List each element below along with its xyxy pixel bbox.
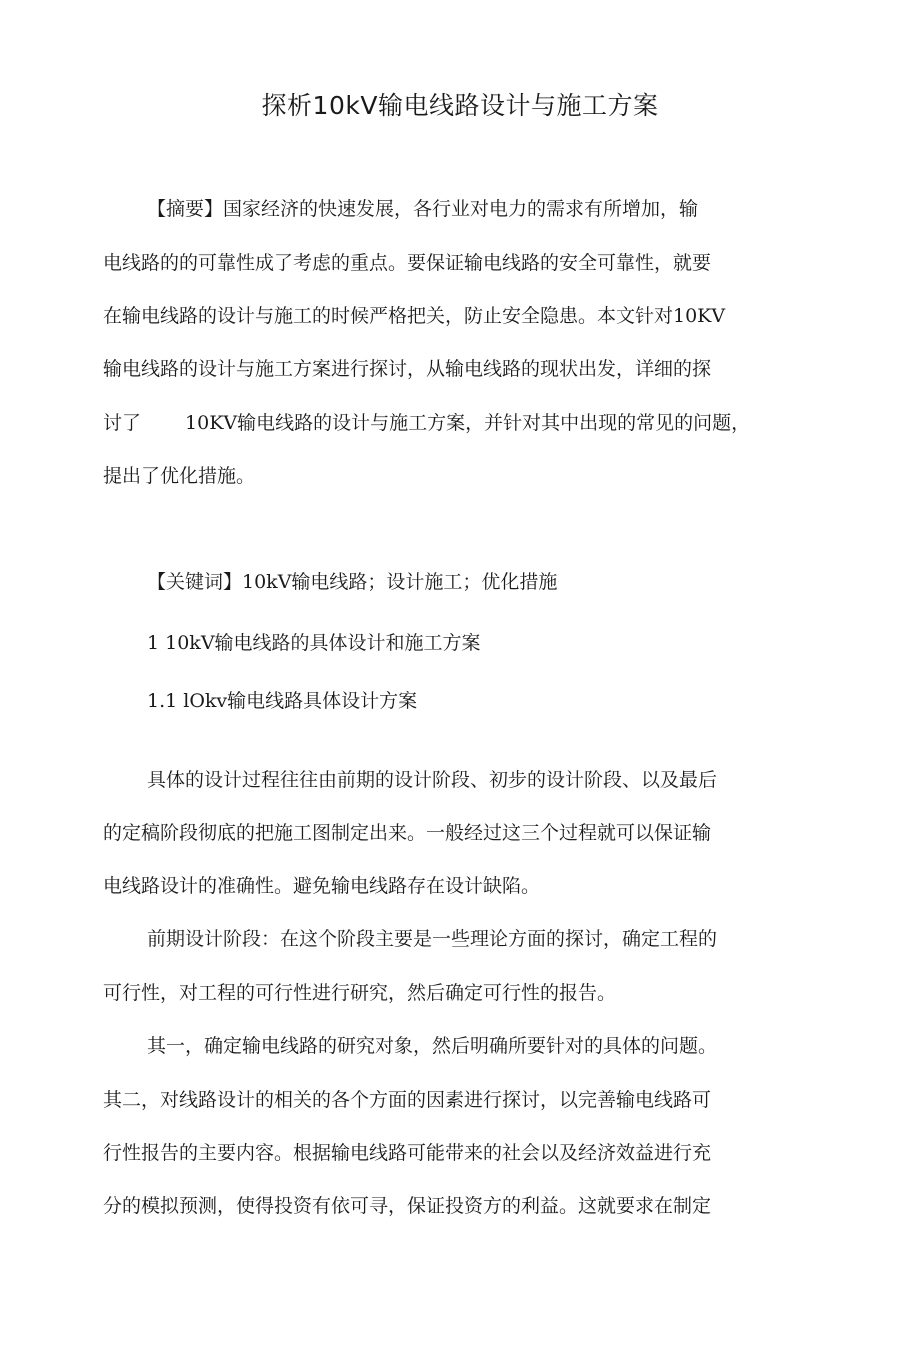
abstract-line: 电线路的的可靠性成了考虑的重点。要保证输电线路的安全可靠性，就要 bbox=[103, 252, 712, 274]
subsection-heading: 1.1 lOkv输电线路具体设计方案 bbox=[147, 690, 418, 712]
body-line: 电线路设计的准确性。避免输电线路存在设计缺陷。 bbox=[103, 875, 541, 897]
abstract-line: 在输电线路的设计与施工的时候严格把关，防止安全隐患。本文针对10KV bbox=[103, 305, 726, 327]
abstract-line bbox=[103, 410, 750, 436]
section-heading: 1 10kV输电线路的具体设计和施工方案 bbox=[147, 632, 481, 654]
abstract-line-part: 讨了 bbox=[103, 412, 142, 434]
body-line: 其一，确定输电线路的研究对象，然后明确所要针对的具体的问题。 bbox=[147, 1035, 718, 1057]
body-line: 分的模拟预测，使得投资有依可寻，保证投资方的利益。这就要求在制定 bbox=[103, 1195, 712, 1217]
abstract-line: 提出了优化措施。 bbox=[103, 465, 256, 487]
keywords: 【关键词】10kV输电线路；设计施工；优化措施 bbox=[147, 571, 558, 593]
abstract-line: 【摘要】国家经济的快速发展，各行业对电力的需求有所增加，输 bbox=[147, 198, 699, 220]
document-title: 探析10kV输电线路设计与施工方案 bbox=[261, 91, 659, 120]
body-line: 可行性，对工程的可行性进行研究，然后确定可行性的报告。 bbox=[103, 982, 617, 1004]
body-line: 其二，对线路设计的相关的各个方面的因素进行探讨，以完善输电线路可 bbox=[103, 1089, 712, 1111]
body-line: 前期设计阶段：在这个阶段主要是一些理论方面的探讨，确定工程的 bbox=[147, 928, 718, 950]
abstract-line: 输电线路的设计与施工方案进行探讨，从输电线路的现状出发，详细的探 bbox=[103, 358, 712, 380]
body-line: 具体的设计过程往往由前期的设计阶段、初步的设计阶段、以及最后 bbox=[147, 769, 718, 791]
body-line: 行性报告的主要内容。根据输电线路可能带来的社会以及经济效益进行充 bbox=[103, 1142, 712, 1164]
body-line: 的定稿阶段彻底的把施工图制定出来。一般经过这三个过程就可以保证输 bbox=[103, 822, 712, 844]
abstract-line-part: 10KV输电线路的设计与施工方案，并针对其中出现的常见的问题， bbox=[185, 412, 751, 434]
